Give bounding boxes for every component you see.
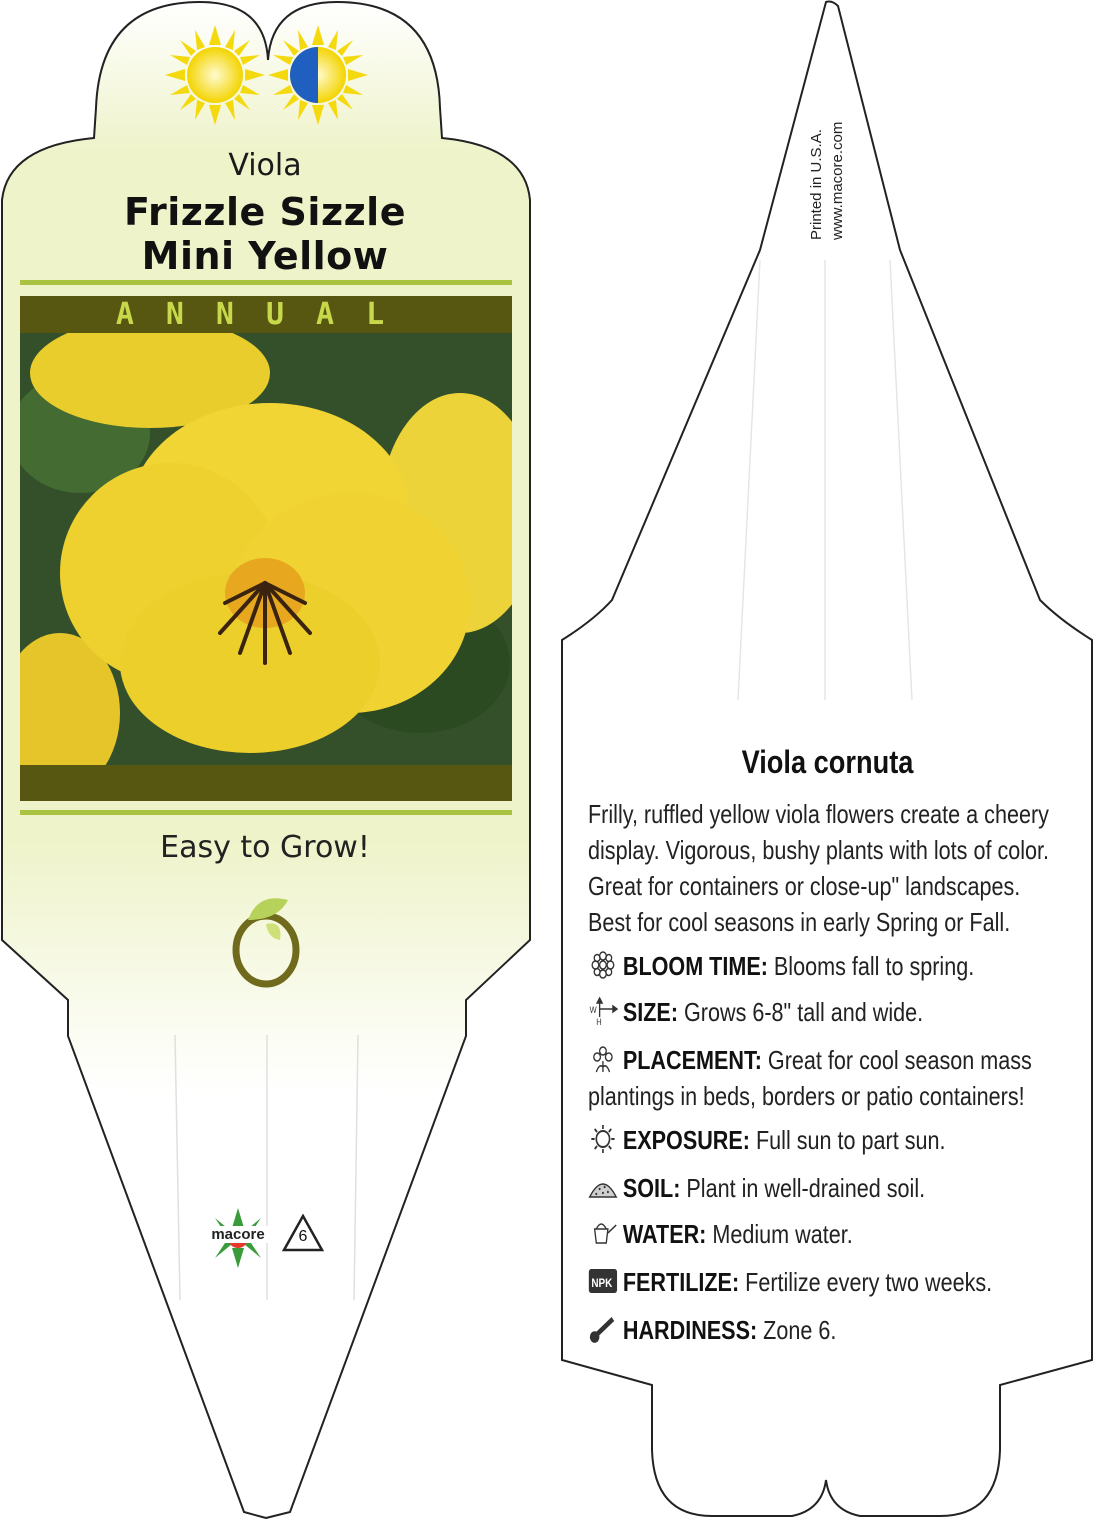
care-soil: [588, 1170, 1053, 1206]
thermometer-icon: [588, 1315, 618, 1343]
care-text: Medium water.: [706, 1219, 853, 1249]
full-sun-icon: [165, 25, 265, 125]
care-label: FERTILIZE:: [622, 1267, 740, 1297]
printed-in: Printed in U.S.A.: [808, 129, 825, 240]
care-text: Fertilize every two weeks.: [739, 1267, 993, 1297]
part-sun-icon: [268, 25, 368, 125]
care-exposure: [588, 1122, 1053, 1158]
divider: [20, 280, 512, 285]
care-size: [588, 994, 1053, 1030]
care-fertilize: [588, 1264, 1053, 1300]
care-label: EXPOSURE:: [622, 1125, 750, 1155]
genus-name: Viola: [228, 148, 302, 183]
cultivar-line-1: Frizzle Sizzle: [124, 190, 406, 234]
svg-text:W: W: [589, 1005, 597, 1016]
npk-icon: [588, 1267, 618, 1295]
photo-bottom-band: [20, 765, 512, 801]
macore-logo: [205, 1208, 271, 1268]
care-water: [588, 1216, 1053, 1252]
divider: [20, 810, 512, 815]
recycle-number: 6: [298, 1228, 308, 1245]
care-label: SOIL:: [622, 1173, 681, 1203]
recycle-6-icon: [282, 1214, 324, 1254]
size-arrows-icon: [588, 997, 618, 1025]
care-text: Blooms fall to spring.: [767, 951, 975, 981]
care-text: Zone 6.: [757, 1315, 837, 1345]
care-text: Plant in well-drained soil.: [680, 1173, 926, 1203]
category-label: ANNUAL: [115, 297, 417, 332]
care-label: PLACEMENT:: [622, 1045, 762, 1075]
species-name: Viola cornuta: [741, 744, 914, 780]
flower-photo: [20, 333, 512, 765]
care-label: WATER:: [622, 1219, 707, 1249]
website: www.macore.com: [829, 121, 846, 240]
cultivar-line-2: Mini Yellow: [141, 234, 389, 278]
watering-can-icon: [588, 1219, 618, 1247]
soil-icon: [588, 1173, 618, 1201]
care-label: HARDINESS:: [622, 1315, 758, 1345]
care-text: Full sun to part sun.: [749, 1125, 946, 1155]
svg-text:H: H: [596, 1017, 602, 1025]
print-info: [806, 60, 856, 240]
placement-plant-icon: [588, 1045, 618, 1073]
description: Frilly, ruffled yellow viola flowers create a cheery display. Vigorous, bushy plants with lots of color. Great for containers or close-up" landscapes. Best for cool seasons in early Spring or Fall.: [588, 799, 1050, 937]
macore-logo-text: macore: [203, 1226, 273, 1243]
care-label: SIZE:: [622, 997, 679, 1027]
care-bloom-time: [588, 948, 1053, 984]
flower-icon: [588, 951, 618, 979]
care-placement: [588, 1042, 1053, 1114]
care-text: Great for cool season mass plantings in beds, borders or patio containers!: [588, 1045, 1032, 1111]
care-text: Grows 6-8" tall and wide.: [678, 997, 924, 1027]
care-label: BLOOM TIME:: [622, 951, 768, 981]
sun-icon: [588, 1125, 618, 1153]
easy-to-grow-leaf-icon: [228, 890, 308, 990]
care-hardiness: [588, 1312, 1053, 1348]
tagline: Easy to Grow!: [160, 830, 370, 865]
svg-text:NPK: NPK: [591, 1277, 613, 1291]
cultivar-name: [60, 190, 470, 278]
